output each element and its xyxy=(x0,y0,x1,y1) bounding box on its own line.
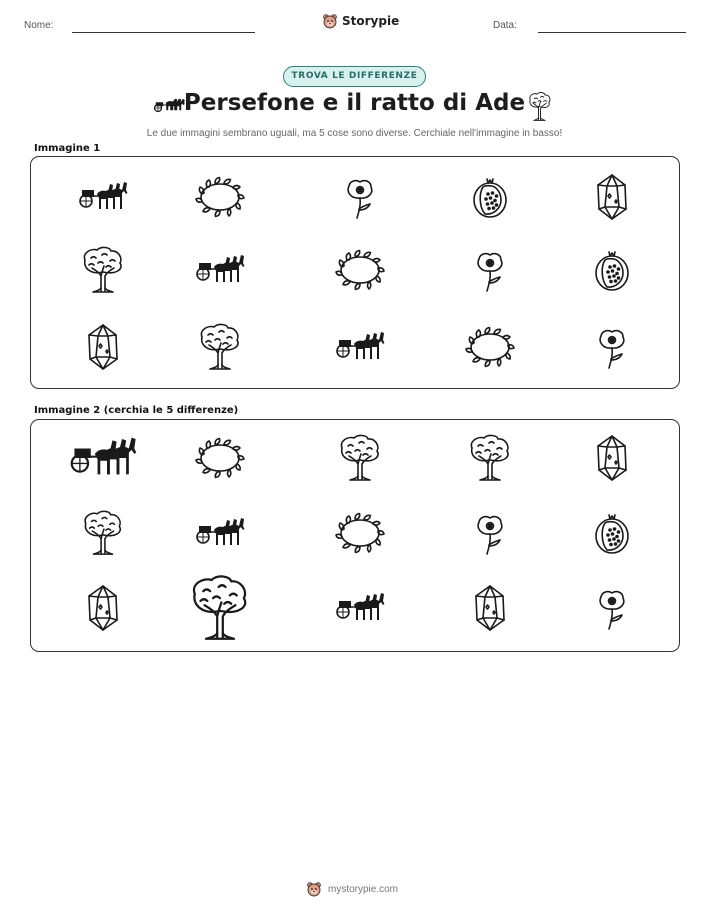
poppy-flower-icon xyxy=(587,322,637,372)
chariot-icon[interactable] xyxy=(69,424,137,492)
laurel-wreath-icon[interactable] xyxy=(335,508,385,558)
image1-label: Immagine 1 xyxy=(34,143,101,154)
chariot-icon xyxy=(195,245,245,295)
tree-icon xyxy=(195,322,245,372)
crystal-icon[interactable] xyxy=(465,583,515,633)
tree-icon[interactable] xyxy=(79,509,127,557)
activity-badge: TROVA LE DIFFERENZE xyxy=(283,66,426,87)
instructions: Le due immagini sembrano uguali, ma 5 cose sono diverse. Cerchiale nell'immagine in basso! xyxy=(146,128,563,139)
laurel-wreath-icon[interactable] xyxy=(195,433,245,483)
crystal-icon[interactable] xyxy=(587,433,637,483)
chariot-icon[interactable] xyxy=(195,508,245,558)
laurel-wreath-icon xyxy=(195,172,245,222)
bear-icon xyxy=(322,13,338,29)
crystal-icon[interactable] xyxy=(78,583,128,633)
pomegranate-icon xyxy=(465,172,515,222)
date-label: Data: xyxy=(493,20,517,31)
page-title: Persefone e il ratto di Ade xyxy=(183,90,526,116)
footer-link[interactable]: mystorypie.com xyxy=(328,883,399,895)
tree-icon[interactable] xyxy=(335,433,385,483)
poppy-flower-icon xyxy=(465,245,515,295)
poppy-flower-icon[interactable] xyxy=(465,508,515,558)
brand-name: Storypie xyxy=(342,14,400,28)
poppy-flower-icon xyxy=(335,172,385,222)
laurel-wreath-icon xyxy=(465,322,515,372)
chariot-icon xyxy=(78,172,128,222)
name-label: Nome: xyxy=(24,20,54,31)
tree-icon xyxy=(526,91,553,122)
tree-icon xyxy=(78,245,128,295)
crystal-icon xyxy=(587,172,637,222)
brand-logo xyxy=(322,13,399,29)
chariot-icon xyxy=(335,322,385,372)
crystal-icon xyxy=(78,322,128,372)
name-field[interactable] xyxy=(72,32,255,33)
pomegranate-icon xyxy=(587,245,637,295)
image2-label: Immagine 2 (cerchia le 5 differenze) xyxy=(34,405,239,416)
bear-icon xyxy=(306,881,322,897)
footer xyxy=(306,881,398,897)
laurel-wreath-icon xyxy=(335,245,385,295)
tree-icon[interactable] xyxy=(465,433,515,483)
date-field[interactable] xyxy=(538,32,686,33)
pomegranate-icon[interactable] xyxy=(587,508,637,558)
poppy-flower-icon[interactable] xyxy=(587,583,637,633)
tree-icon[interactable] xyxy=(185,573,255,643)
chariot-icon[interactable] xyxy=(335,583,385,633)
